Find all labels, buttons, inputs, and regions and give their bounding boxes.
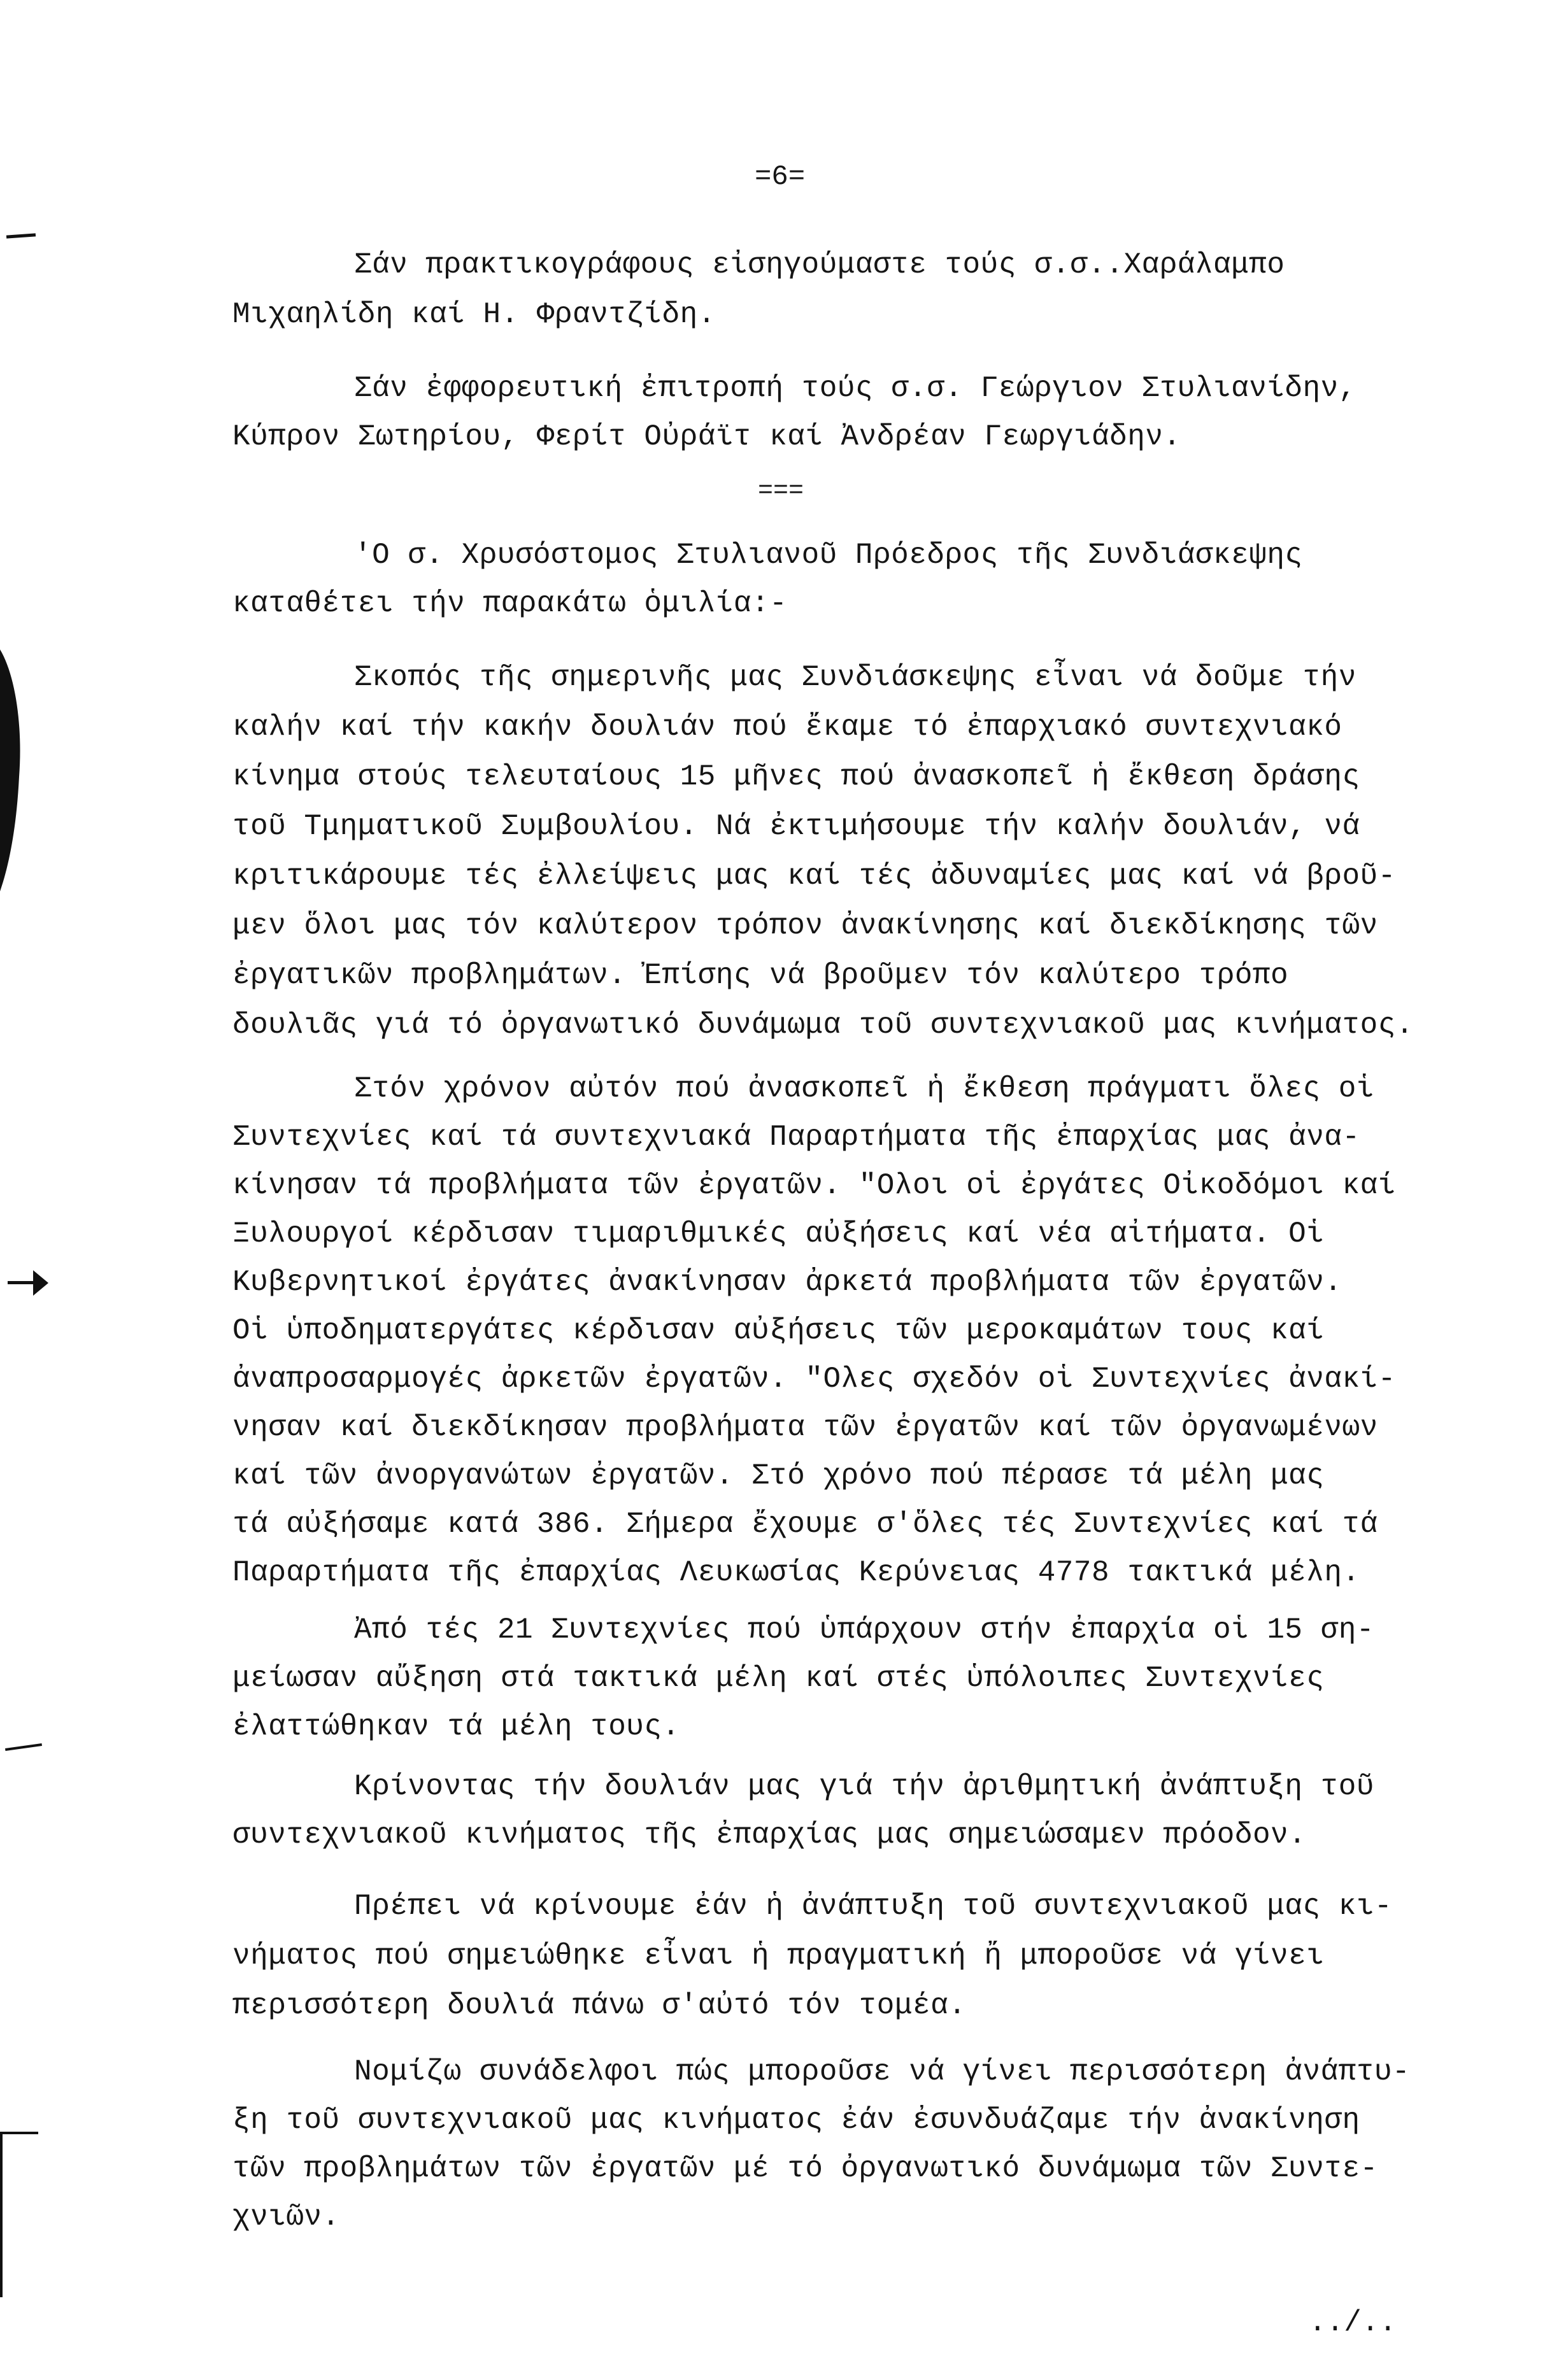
- punch-hole-shadow: [0, 637, 25, 904]
- text-line: νήματος πού σημειώθηκε εἶναι ἡ πραγματική ἤ μποροῦσε νά γίνει: [232, 1939, 1325, 1973]
- text-line: ἀναπροσαρμογές ἀρκετῶν ἐργατῶν. "Ολες σχεδόν οἱ Συντεχνίες ἀνακί-: [232, 1363, 1396, 1396]
- text-line: ἐλαττώθηκαν τά μέλη τους.: [232, 1710, 680, 1743]
- text-line: χνιῶν.: [232, 2200, 340, 2234]
- text-line: Νομίζω συνάδελφοι πώς μποροῦσε νά γίνει περισσότερη ἀνάπτυ-: [354, 2055, 1411, 2088]
- margin-tick: [3, 2132, 38, 2134]
- text-line: Ξυλουργοί κέρδισαν τιμαριθμικές αὐξήσεις καί νέα αἰτήματα. Οἱ: [232, 1217, 1325, 1250]
- text-line: Σάν πρακτικογράφους εἰσηγούμαστε τούς σ.σ..Χαράλαμπο: [354, 248, 1285, 281]
- margin-tick: [5, 1743, 42, 1751]
- text-line: Ἀπό τές 21 Συντεχνίες πού ὑπάρχουν στήν ἐπαρχία οἱ 15 ση-: [354, 1613, 1374, 1647]
- text-line: Κρίνοντας τήν δουλιάν μας γιά τήν ἀριθμητική ἀνάπτυξη τοῦ: [354, 1770, 1374, 1803]
- text-line: ξη τοῦ συντεχνιακοῦ μας κινήματος ἐάν ἐσυνδυάζαμε τήν ἀνακίνηση: [232, 2104, 1360, 2137]
- text-line: Στόν χρόνον αὐτόν πού ἀνασκοπεῖ ἡ ἔκθεση πράγματι ὅλες οἱ: [354, 1072, 1374, 1105]
- text-line: 'Ο σ. Χρυσόστομος Στυλιανοῦ Πρόεδρος τῆς Συνδιάσκεψης: [354, 539, 1303, 572]
- text-line: Κυβερνητικοί ἐργάτες ἀνακίνησαν ἀρκετά προβλήματα τῶν ἐργατῶν.: [232, 1266, 1342, 1299]
- text-line: Μιχαηλίδη καί Η. Φραντζίδη.: [232, 298, 716, 331]
- text-line: καί τῶν ἀνοργανώτων ἐργατῶν. Στό χρόνο πού πέρασε τά μέλη μας: [232, 1459, 1325, 1492]
- continuation-marker: ../..: [1309, 2306, 1397, 2339]
- margin-tick: [6, 233, 36, 238]
- text-line: νησαν καί διεκδίκησαν προβλήματα τῶν ἐργατῶν καί τῶν ὀργανωμένων: [232, 1411, 1378, 1444]
- text-line: Οἱ ὑποδηματεργάτες κέρδισαν αὐξήσεις τῶν μεροκαμάτων τους καί: [232, 1314, 1325, 1347]
- text-line: Παραρτήματα τῆς ἐπαρχίας Λευκωσίας Κερύνειας 4778 τακτικά μέλη.: [232, 1556, 1360, 1589]
- text-line: μείωσαν αὔξηση στά τακτικά μέλη καί στές ὑπόλοιπες Συντεχνίες: [232, 1662, 1325, 1695]
- text-line: τῶν προβλημάτων τῶν ἐργατῶν μέ τό ὀργανωτικό δυνάμωμα τῶν Συντε-: [232, 2152, 1378, 2185]
- text-line: καταθέτει τήν παρακάτω ὁμιλία:-: [232, 587, 788, 620]
- text-line: Συντεχνίες καί τά συντεχνιακά Παραρτήματα τῆς ἐπαρχίας μας ἀνα-: [232, 1121, 1360, 1154]
- text-line: Πρέπει νά κρίνουμε ἐάν ἡ ἀνάπτυξη τοῦ συντεχνιακοῦ μας κι-: [354, 1890, 1393, 1923]
- text-line: τοῦ Τμηματικοῦ Συμβουλίου. Νά ἐκτιμήσουμε τήν καλήν δουλιάν, νά: [232, 810, 1360, 843]
- margin-arrow-icon: [33, 1270, 48, 1296]
- text-line: Κύπρον Σωτηρίου, Φερίτ Οὐράϊτ καί Ἀνδρέαν Γεωργιάδην.: [232, 420, 1181, 453]
- text-line: καλήν καί τήν κακήν δουλιάν πού ἔκαμε τό ἐπαρχιακό συντεχνιακό: [232, 711, 1342, 744]
- text-line: Σάν ἐφφορευτική ἐπιτροπή τούς σ.σ. Γεώργιον Στυλιανίδην,: [354, 372, 1356, 405]
- text-line: ἐργατικῶν προβλημάτων. Ἐπίσης νά βροῦμεν τόν καλύτερο τρόπο: [232, 959, 1289, 992]
- text-line: συντεχνιακοῦ κινήματος τῆς ἐπαρχίας μας σημειώσαμεν πρόοδον.: [232, 1818, 1307, 1852]
- text-line: κίνησαν τά προβλήματα τῶν ἐργατῶν. "Ολοι οἱ ἐργάτες Οἰκοδόμοι καί: [232, 1169, 1396, 1202]
- page-number: =6=: [755, 161, 806, 193]
- text-line: μεν ὅλοι μας τόν καλύτερον τρόπον ἀνακίνησης καί διεκδίκησης τῶν: [232, 909, 1378, 942]
- text-line: κίνημα στούς τελευταίους 15 μῆνες πού ἀνασκοπεῖ ἡ ἔκθεση δράσης: [232, 760, 1360, 793]
- text-line: τά αὐξήσαμε κατά 386. Σήμερα ἔχουμε σ'ὅλες τές Συντεχνίες καί τά: [232, 1508, 1378, 1541]
- margin-tick: [0, 2132, 3, 2297]
- section-separator: ===: [758, 477, 804, 506]
- text-line: Σκοπός τῆς σημερινῆς μας Συνδιάσκεψης εἶναι νά δοῦμε τήν: [354, 661, 1356, 694]
- text-line: δουλιᾶς γιά τό ὀργανωτικό δυνάμωμα τοῦ συντεχνιακοῦ μας κινήματος.: [232, 1009, 1414, 1042]
- text-line: περισσότερη δουλιά πάνω σ'αὐτό τόν τομέα.: [232, 1989, 967, 2022]
- text-line: κριτικάρουμε τές ἐλλείψεις μας καί τές ἀδυναμίες μας καί νά βροῦ-: [232, 860, 1396, 893]
